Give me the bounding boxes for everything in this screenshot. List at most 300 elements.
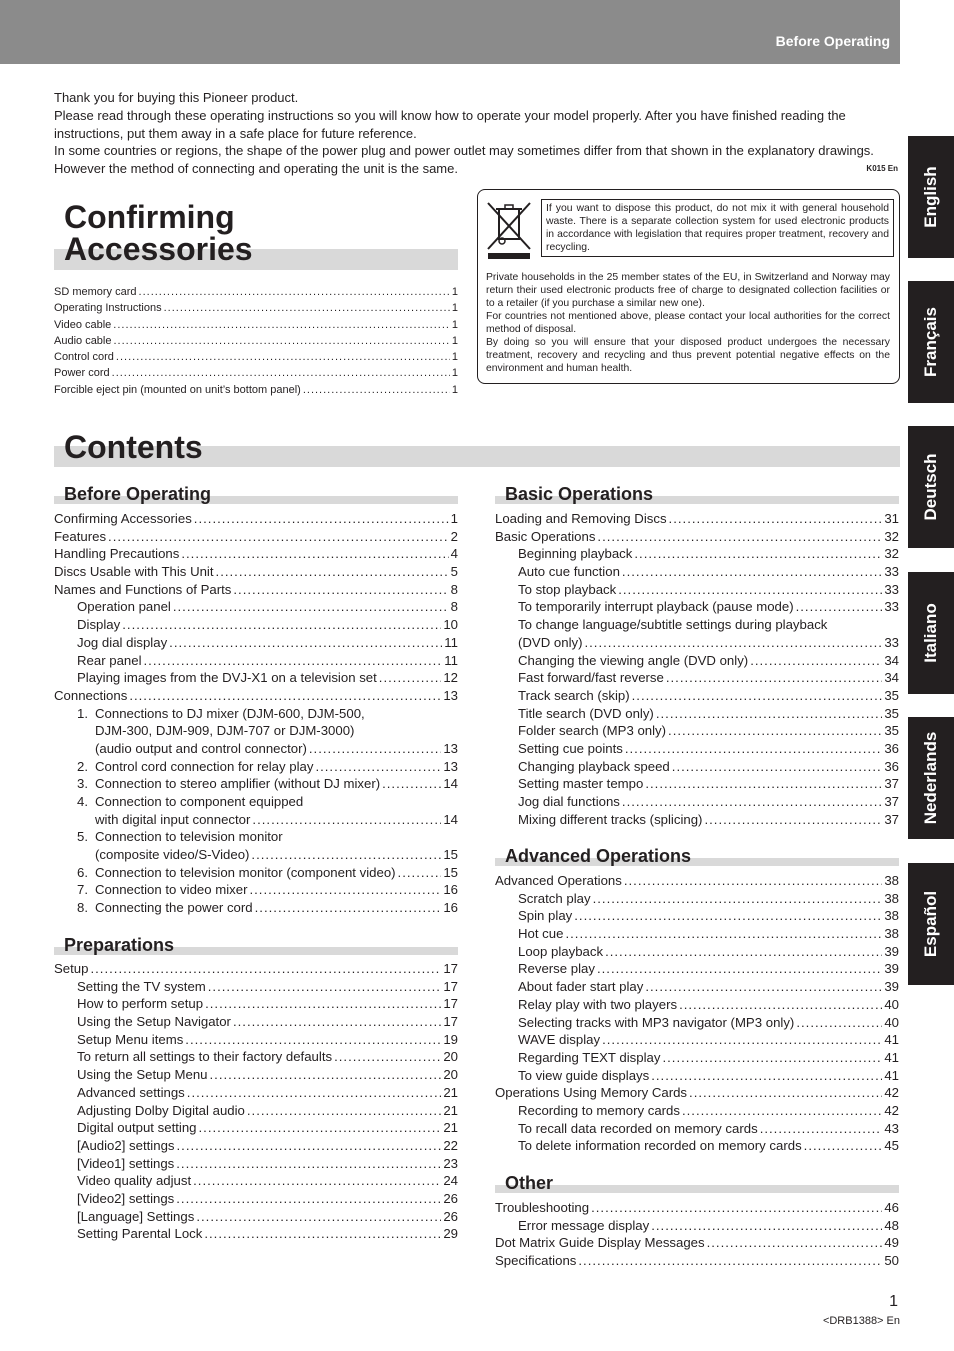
dot-leader — [578, 1253, 882, 1268]
toc-entry[interactable] — [54, 1049, 458, 1067]
toc-entry[interactable] — [54, 794, 458, 812]
dot-leader — [196, 1209, 441, 1224]
toc-entry-page: 4 — [450, 546, 458, 562]
toc-entry-number: 2. — [77, 758, 88, 774]
dot-leader — [315, 759, 441, 774]
toc-entry-label: Operations Using Memory Cards — [495, 1085, 688, 1101]
toc-entry[interactable] — [54, 1103, 458, 1121]
toc-entry-label: To view guide displays — [518, 1067, 650, 1083]
dot-leader — [804, 1138, 883, 1153]
toc-entry-page: 21 — [443, 1120, 458, 1136]
toc-entry-page: 39 — [884, 961, 899, 977]
toc-entry[interactable] — [54, 529, 458, 547]
toc-entry-label: Connecting the power cord — [95, 900, 253, 916]
toc-entry[interactable] — [54, 511, 458, 529]
weee-paragraph: By doing so you will ensure that your disposed product undergoes the necessary treatment, recovery and recycling and thus prevent potential negative effects on the environment and human health. — [486, 337, 890, 374]
toc-entry[interactable] — [54, 1085, 458, 1103]
dot-leader — [208, 979, 442, 994]
tab-espanol[interactable] — [908, 863, 954, 985]
toc-entry[interactable] — [54, 865, 458, 883]
toc-entry-page: 23 — [443, 1155, 458, 1171]
toc-entry-label: Audio cable — [54, 334, 112, 347]
dot-leader — [656, 706, 883, 721]
toc-preparations — [54, 961, 458, 1244]
toc-entry-label: Specifications — [495, 1253, 577, 1269]
toc-entry-label: Beginning playback — [518, 546, 633, 562]
toc-entry[interactable] — [54, 582, 458, 600]
dot-leader — [176, 1156, 441, 1171]
intro-paragraph: In some countries or regions, the shape of the power plug and power outlet may sometimes differ from that shown in the explanatory drawings. However the method of connecting and operating the unit is the same. — [54, 143, 874, 177]
toc-entry-label: Discs Usable with This Unit — [54, 564, 214, 580]
toc-entry[interactable] — [495, 706, 899, 724]
toc-entry-label: Features — [54, 528, 107, 544]
toc-entry[interactable] — [495, 776, 899, 794]
tab-italiano[interactable] — [908, 572, 954, 694]
toc-entry-page: 1 — [451, 286, 458, 298]
toc-entry[interactable] — [495, 688, 899, 706]
dot-leader — [177, 1138, 442, 1153]
toc-entry-page: 39 — [884, 979, 899, 995]
toc-entry-label: [Video1] settings — [77, 1155, 175, 1171]
toc-entry-label: Relay play with two players — [518, 996, 678, 1012]
dot-leader — [622, 794, 882, 809]
toc-entry[interactable] — [495, 670, 899, 688]
dot-leader — [169, 635, 442, 650]
toc-entry-label: Basic Operations — [495, 528, 596, 544]
dot-leader — [252, 812, 441, 827]
toc-entry[interactable] — [54, 1191, 458, 1209]
toc-entry-label: To change language/subtitle settings during playback — [518, 617, 828, 633]
toc-entry[interactable] — [54, 1014, 458, 1032]
accessories-list — [54, 286, 458, 400]
toc-entry[interactable] — [54, 812, 458, 830]
intro-paragraph: Thank you for buying this Pioneer product. — [54, 90, 299, 105]
toc-entry[interactable] — [495, 617, 899, 635]
toc-entry-label: Playing images from the DVJ-X1 on a television set — [77, 670, 377, 686]
toc-entry[interactable] — [54, 1138, 458, 1156]
toc-entry[interactable] — [54, 546, 458, 564]
toc-entry-label: Video quality adjust — [77, 1173, 192, 1189]
toc-entry-page: 22 — [443, 1137, 458, 1153]
toc-entry-page: 40 — [884, 1014, 899, 1030]
toc-entry[interactable] — [495, 944, 899, 962]
toc-entry-page: 16 — [443, 882, 458, 898]
toc-entry[interactable] — [495, 1253, 899, 1271]
toc-entry-label: Connection to television monitor (component video) — [95, 864, 396, 880]
toc-entry-label: Forcible eject pin (mounted on unit’s bottom panel) — [54, 383, 301, 396]
toc-entry-label: Connection to stereo amplifier (without DJ mixer) — [95, 776, 381, 792]
accessory-item — [54, 351, 458, 367]
dot-leader — [622, 564, 882, 579]
toc-entry[interactable] — [54, 1173, 458, 1191]
tab-francais[interactable] — [908, 281, 954, 403]
toc-entry-number: 7. — [77, 882, 88, 898]
toc-entry-page: 33 — [884, 581, 899, 597]
dot-leader — [682, 1103, 882, 1118]
toc-entry[interactable] — [495, 1218, 899, 1236]
toc-entry-number: 1. — [77, 705, 88, 721]
toc-entry-label: Spin play — [518, 908, 573, 924]
dot-leader — [565, 926, 882, 941]
toc-entry[interactable] — [54, 599, 458, 617]
toc-entry-page: 26 — [443, 1190, 458, 1206]
dot-leader — [113, 319, 450, 331]
toc-entry-page: 14 — [443, 776, 458, 792]
toc-entry[interactable] — [495, 961, 899, 979]
section-title: Advanced Operations — [505, 846, 692, 866]
crossed-bin-icon — [486, 199, 532, 261]
toc-entry-page: 31 — [884, 511, 899, 526]
toc-entry[interactable] — [495, 1235, 899, 1253]
toc-entry-label: Jog dial functions — [518, 794, 620, 809]
toc-entry-label: Setting cue points — [518, 740, 623, 756]
toc-entry-page: 48 — [884, 1217, 899, 1233]
toc-entry-page: 46 — [884, 1200, 899, 1215]
toc-entry-label: Title search (DVD only) — [518, 705, 654, 721]
weee-body — [486, 271, 890, 375]
toc-entry-page: 34 — [884, 652, 899, 668]
toc-entry-page: 26 — [443, 1208, 458, 1224]
toc-entry[interactable] — [54, 847, 458, 865]
toc-entry-page: 37 — [884, 776, 899, 792]
toc-entry[interactable] — [495, 891, 899, 909]
toc-entry-page: 34 — [884, 670, 899, 686]
toc-entry-page: 13 — [443, 687, 458, 703]
toc-entry-label: Error message display — [518, 1217, 650, 1233]
toc-entry-label: Loading and Removing Discs — [495, 511, 667, 526]
dot-leader — [645, 979, 882, 994]
dot-leader — [199, 1120, 442, 1135]
toc-entry-label: Connection to television monitor — [95, 829, 283, 845]
dot-leader — [666, 670, 882, 685]
toc-entry-label: Connections — [54, 687, 128, 703]
toc-entry[interactable] — [54, 829, 458, 847]
toc-entry-label: To return all settings to their factory defaults — [77, 1049, 333, 1065]
toc-entry-label: Control cord — [54, 351, 114, 364]
toc-entry-page: 39 — [884, 943, 899, 959]
dot-leader — [796, 599, 883, 614]
toc-entry[interactable] — [54, 1156, 458, 1174]
dot-leader — [116, 351, 450, 363]
dot-leader — [303, 384, 450, 396]
toc-entry-label: To stop playback — [518, 581, 617, 597]
dot-leader — [255, 900, 442, 915]
dot-leader — [90, 961, 441, 976]
toc-entry-label: (DVD only) — [518, 634, 583, 650]
tab-label: Español — [921, 890, 940, 958]
section-title: Other — [505, 1173, 554, 1193]
toc-entry[interactable] — [495, 741, 899, 759]
dot-leader — [704, 812, 882, 827]
toc-entry[interactable] — [54, 1226, 458, 1244]
toc-entry[interactable] — [495, 873, 899, 891]
toc-entry-label: Using the Setup Navigator — [77, 1014, 231, 1030]
toc-entry[interactable] — [495, 908, 899, 926]
toc-entry[interactable] — [54, 961, 458, 979]
accessory-item — [54, 384, 458, 400]
toc-entry[interactable] — [495, 997, 899, 1015]
dot-leader — [176, 1191, 441, 1206]
dot-leader — [669, 511, 883, 526]
toc-entry-page: 19 — [443, 1031, 458, 1047]
dot-leader — [309, 741, 441, 756]
dot-leader — [129, 688, 441, 703]
dot-leader — [584, 635, 882, 650]
toc-entry[interactable] — [54, 635, 458, 653]
dot-leader — [796, 1015, 882, 1030]
toc-entry-page: 11 — [444, 634, 458, 650]
toc-entry-page: 29 — [443, 1226, 458, 1242]
toc-entry-label: About fader start play — [518, 979, 644, 995]
toc-entry[interactable] — [495, 653, 899, 671]
toc-entry-label: Advanced Operations — [495, 873, 622, 888]
toc-entry[interactable] — [495, 812, 899, 830]
toc-basic-operations — [495, 511, 899, 829]
dot-leader — [593, 891, 883, 906]
toc-entry-label: Track search (skip) — [518, 687, 630, 703]
dot-leader — [251, 847, 441, 862]
dot-leader — [187, 1085, 442, 1100]
accessory-item — [54, 302, 458, 318]
toc-entry-label: with digital input connector — [95, 811, 251, 827]
toc-entry[interactable] — [54, 741, 458, 759]
toc-entry-page: 41 — [884, 1067, 899, 1083]
dot-leader — [618, 582, 882, 597]
tab-label: English — [921, 166, 940, 228]
toc-entry[interactable] — [495, 1068, 899, 1086]
toc-entry-label: Mixing different tracks (splicing) — [518, 811, 703, 827]
toc-entry-label: To recall data recorded on memory cards — [518, 1120, 758, 1136]
toc-entry[interactable] — [495, 1103, 899, 1121]
toc-entry[interactable] — [495, 759, 899, 777]
toc-entry-label: Setting master tempo — [518, 776, 644, 792]
toc-entry-label: How to perform setup — [77, 996, 204, 1012]
section-title: Before Operating — [64, 484, 212, 504]
dot-leader — [645, 776, 882, 791]
toc-entry-label: Changing the viewing angle (DVD only) — [518, 652, 749, 668]
dot-leader — [382, 776, 441, 791]
toc-entry-label: Auto cue function — [518, 564, 620, 580]
document-code: <DRB1388> En — [822, 1315, 900, 1327]
dot-leader — [602, 1032, 882, 1047]
toc-entry-page: 16 — [443, 900, 458, 916]
toc-entry-page: 49 — [884, 1235, 899, 1251]
toc-entry[interactable] — [495, 1085, 899, 1103]
toc-entry-page: 50 — [884, 1253, 899, 1269]
toc-entry[interactable] — [495, 582, 899, 600]
toc-entry[interactable] — [495, 1138, 899, 1156]
toc-entry[interactable] — [495, 1015, 899, 1033]
toc-entry[interactable] — [495, 1121, 899, 1139]
dot-leader — [114, 335, 450, 347]
page-number: 1 — [889, 1293, 898, 1310]
toc-entry[interactable] — [495, 979, 899, 997]
toc-entry[interactable] — [495, 794, 899, 812]
toc-entry[interactable] — [54, 1209, 458, 1227]
section-advanced-operations — [495, 846, 899, 868]
toc-entry-page: 1 — [451, 318, 458, 331]
dot-leader — [632, 688, 883, 703]
toc-entry-label: Dot Matrix Guide Display Messages — [495, 1235, 705, 1251]
toc-entry[interactable] — [54, 706, 458, 724]
toc-entry-page: 37 — [884, 794, 899, 809]
toc-entry-label: Rear panel — [77, 652, 142, 668]
dot-leader — [164, 302, 450, 314]
toc-entry-label: Connection to video mixer — [95, 882, 248, 898]
dot-leader — [204, 1226, 441, 1241]
toc-entry[interactable] — [54, 723, 458, 741]
toc-entry-page: 41 — [884, 1032, 899, 1048]
tab-label: Italiano — [921, 603, 940, 663]
toc-entry-page: 17 — [443, 978, 458, 994]
dot-leader — [249, 882, 441, 897]
toc-entry[interactable] — [54, 564, 458, 582]
dot-leader — [574, 908, 882, 923]
toc-entry-label: [Language] Settings — [77, 1208, 195, 1224]
toc-entry[interactable] — [54, 617, 458, 635]
dot-leader — [216, 564, 449, 579]
tab-english[interactable] — [908, 136, 954, 258]
toc-entry-label: Setup — [54, 961, 89, 976]
toc-entry-label: Connections to DJ mixer (DJM-600, DJM-500, — [95, 705, 365, 721]
toc-entry[interactable] — [54, 1067, 458, 1085]
dot-leader — [624, 873, 883, 888]
toc-entry-page: 38 — [884, 926, 899, 942]
toc-entry[interactable] — [54, 688, 458, 706]
dot-leader — [144, 653, 443, 668]
toc-entry-page: 40 — [884, 996, 899, 1012]
toc-entry-label: Names and Functions of Parts — [54, 581, 232, 597]
toc-entry-label: To delete information recorded on memory cards — [518, 1138, 802, 1154]
dot-leader — [122, 617, 441, 632]
dot-leader — [173, 599, 449, 614]
toc-entry[interactable] — [54, 1032, 458, 1050]
accessories-title-line2: Accessories — [64, 231, 253, 267]
toc-entry-label: Adjusting Dolby Digital audio — [77, 1102, 245, 1118]
toc-entry[interactable] — [495, 723, 899, 741]
toc-entry[interactable] — [54, 776, 458, 794]
dot-leader — [651, 1218, 882, 1233]
toc-entry[interactable] — [495, 599, 899, 617]
toc-entry-label: SD memory card — [54, 286, 137, 298]
toc-entry[interactable] — [495, 1200, 899, 1218]
toc-entry[interactable] — [495, 635, 899, 653]
toc-entry[interactable] — [54, 653, 458, 671]
toc-entry[interactable] — [495, 564, 899, 582]
toc-entry-page: 33 — [884, 634, 899, 650]
toc-entry-page: 33 — [884, 599, 899, 615]
dot-leader — [634, 546, 882, 561]
weee-paragraph: For countries not mentioned above, please contact your local authorities for the correct method of disposal. — [486, 311, 890, 335]
toc-entry[interactable] — [54, 759, 458, 777]
section-title: Basic Operations — [505, 484, 654, 504]
toc-other — [495, 1200, 899, 1271]
tab-deutsch[interactable] — [908, 426, 954, 548]
intro-text — [54, 89, 900, 178]
toc-entry[interactable] — [54, 670, 458, 688]
toc-entry-page: 8 — [450, 581, 458, 597]
toc-entry[interactable] — [54, 900, 458, 918]
dot-leader — [210, 1067, 442, 1082]
toc-entry[interactable] — [54, 1120, 458, 1138]
toc-entry[interactable] — [495, 1050, 899, 1068]
toc-entry-page: 1 — [451, 334, 458, 347]
dot-leader — [205, 996, 441, 1011]
toc-entry[interactable] — [495, 511, 899, 529]
toc-entry-page: 1 — [451, 383, 458, 396]
toc-entry-page: 2 — [450, 528, 458, 544]
toc-entry-label: Video cable — [54, 318, 112, 331]
toc-entry-label: (audio output and control connector) — [95, 740, 307, 756]
dot-leader — [193, 1173, 441, 1188]
toc-entry-label: Regarding TEXT display — [518, 1049, 661, 1065]
toc-entry-page: 32 — [884, 528, 899, 544]
dot-leader — [112, 367, 450, 379]
toc-entry-label: Reverse play — [518, 961, 595, 977]
toc-entry-page: 1 — [451, 367, 458, 380]
toc-entry-page: 38 — [884, 873, 899, 888]
toc-entry-label: Changing playback speed — [518, 758, 670, 774]
section-before-operating — [54, 484, 458, 506]
tab-label: Nederlands — [921, 731, 940, 825]
toc-entry[interactable] — [495, 926, 899, 944]
toc-entry-page: 37 — [884, 811, 899, 827]
toc-entry-page: 41 — [884, 1049, 899, 1065]
toc-entry-page: 1 — [451, 302, 458, 315]
toc-entry-page: 35 — [884, 723, 899, 739]
dot-leader — [679, 997, 882, 1012]
toc-entry[interactable] — [54, 979, 458, 997]
toc-entry[interactable] — [495, 1032, 899, 1050]
toc-entry-page: 1 — [451, 351, 458, 364]
tab-nederlands[interactable] — [908, 717, 954, 839]
dot-leader — [181, 546, 448, 561]
toc-entry-page: 32 — [884, 546, 899, 562]
dot-leader — [750, 653, 882, 668]
toc-entry-label: Hot cue — [518, 926, 564, 942]
toc-entry-page: 13 — [443, 758, 458, 774]
toc-entry[interactable] — [54, 882, 458, 900]
toc-entry[interactable] — [495, 529, 899, 547]
toc-entry-page: 24 — [443, 1173, 458, 1189]
toc-entry-page: 15 — [443, 864, 458, 880]
dot-leader — [707, 1235, 883, 1250]
toc-entry-page: 17 — [443, 1014, 458, 1030]
dot-leader — [194, 511, 449, 526]
intro-paragraph: Please read through these operating instructions so you will know how to operate your model properly. After you have finished reading the instructions, put them away in a safe place for future reference. — [54, 107, 846, 141]
toc-entry-page: 43 — [884, 1120, 899, 1136]
toc-entry-label: Setting Parental Lock — [77, 1226, 203, 1242]
toc-entry-label: Control cord connection for relay play — [95, 758, 314, 774]
toc-entry-label: Using the Setup Menu — [77, 1067, 208, 1083]
toc-entry-label: [Video2] settings — [77, 1190, 175, 1206]
toc-entry-label: Connection to component equipped — [95, 794, 304, 809]
header-bar — [0, 0, 900, 64]
dot-leader — [233, 1014, 441, 1029]
dot-leader — [760, 1121, 883, 1136]
toc-entry-label: [Audio2] settings — [77, 1137, 175, 1153]
accessories-title — [54, 201, 458, 265]
dot-leader — [668, 723, 882, 738]
toc-entry-number: 3. — [77, 776, 88, 792]
toc-entry[interactable] — [54, 996, 458, 1014]
toc-entry-page: 38 — [884, 908, 899, 924]
dot-leader — [625, 741, 882, 756]
toc-entry-label: Selecting tracks with MP3 navigator (MP3 only) — [518, 1014, 795, 1030]
toc-entry-page: 21 — [443, 1084, 458, 1100]
toc-entry[interactable] — [495, 546, 899, 564]
toc-entry-label: Advanced settings — [77, 1084, 185, 1100]
